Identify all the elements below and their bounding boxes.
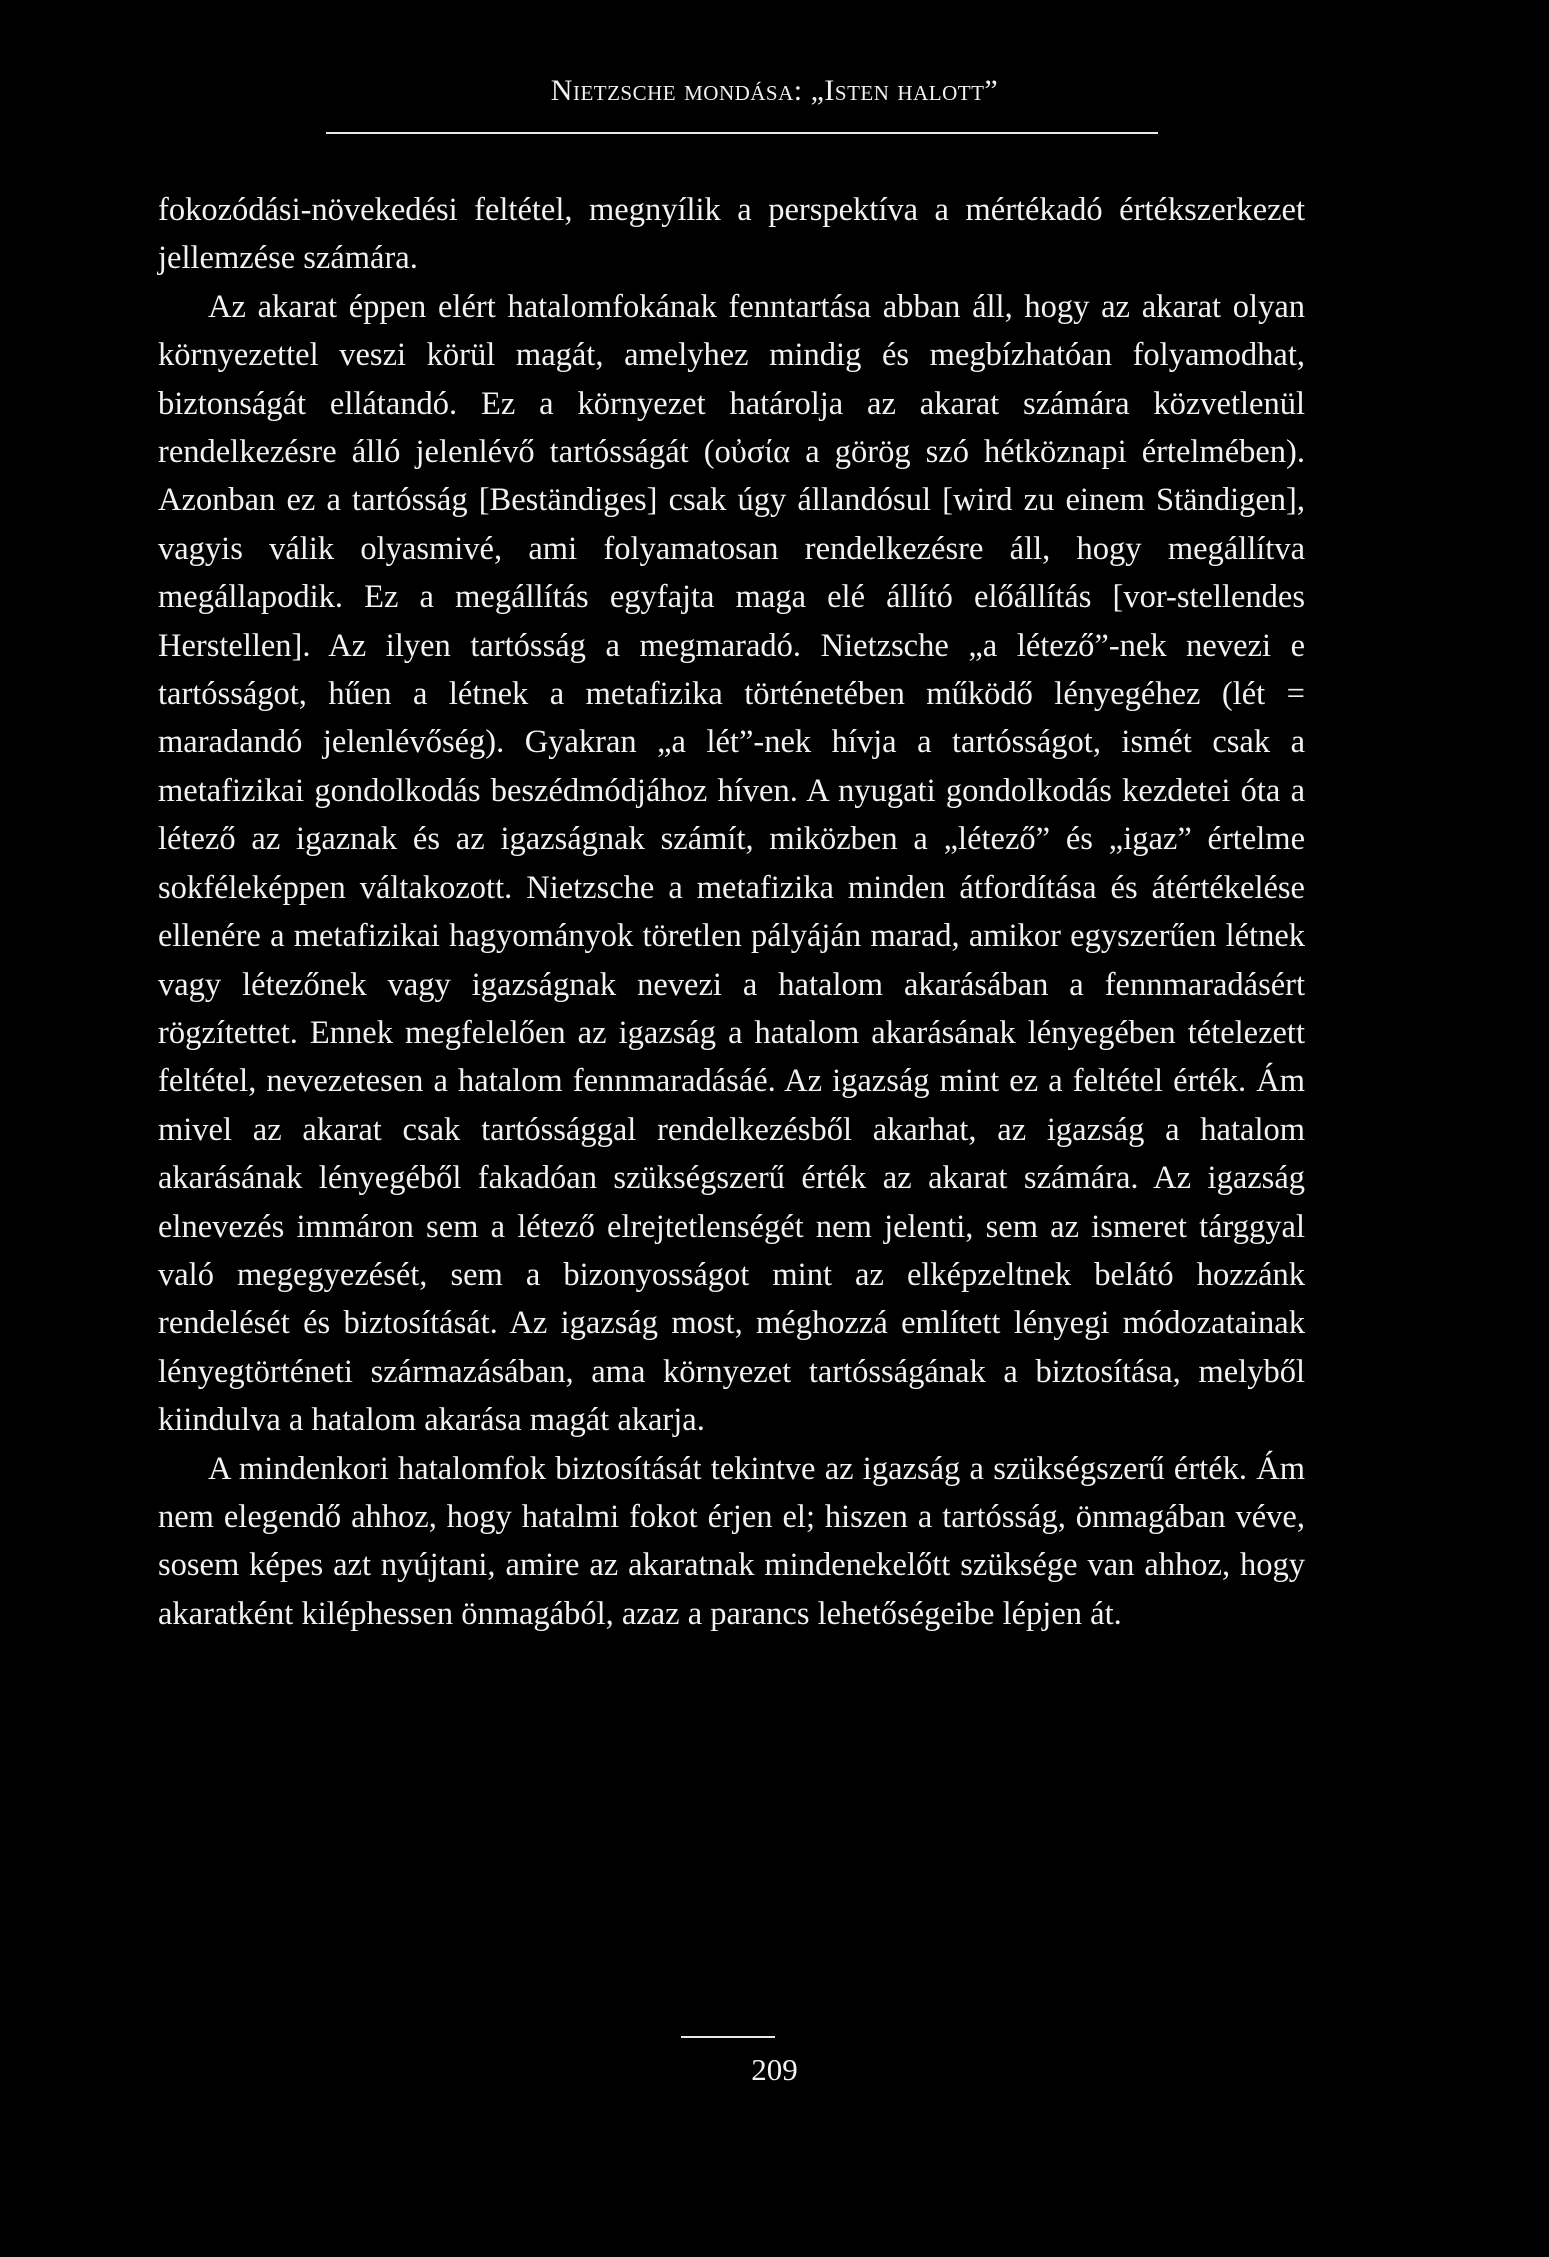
header-rule [326,132,1158,134]
page-number: 209 [751,2052,798,2087]
running-head: Nietzsche mondása: „Isten halott” [550,74,999,107]
paragraph: Az akarat éppen elért hatalomfokának fenntartása abban áll, hogy az akarat olyan környezettel veszi körül magát, amelyhez mindig és megbízhatóan folyamodhat, biztonságát ellátandó. Ez a környezet határolja az akarat számára közvetlenül rendelkezésre álló jelenlévő tartósságát (οὐσία a görög szó hétköznapi értelmében). Azonban ez a tartósság [Beständiges] csak úgy állandósul [wird zu einem Ständigen], vagyis válik olyasmivé, ami folyamatosan rendelkezésre áll, hogy megállítva megállapodik. Ez a megállítás egyfajta maga elé állító előállítás [vor-stellendes Herstellen]. Az ilyen tartósság a megmaradó. Nietzsche „a létező”-nek nevezi e tartósságot, hűen a létnek a metafizika történetében működő lényegéhez (lét = maradandó jelenlévőség). Gyakran „a lét”-nek hívja a tartósságot, ismét csak a metafizikai gondolkodás beszédmódjához híven. A nyugati gondolkodás kezdetei óta a létező az igaznak és az igazságnak számít, miközben a „létező” és „igaz” értelme sokféleképpen váltakozott. Nietzsche a metafizika minden átfordítása és átértékelése ellenére a metafizikai hagyományok töretlen pályáján marad, amikor egyszerűen létnek vagy létezőnek vagy igazságnak nevezi a hatalom akarásában a fennmaradásért rögzítettet. Ennek megfelelően az igazság a hatalom akarásának lényegében tételezett feltétel, nevezetesen a hatalom fennmaradásáé. Az igazság mint ez a feltétel érték. Ám mivel az akarat csak tartóssággal rendelkezésből akarhat, az igazság a hatalom akarásának lényegéből fakadóan szükségszerű érték az akarat számára. Az igazság elnevezés immáron sem a létező elrejtetlenségét nem jelenti, sem az ismeret tárggyal való megegyezését, sem a bizonyosságot mint az elképzeltnek belátó hozzánk rendelését és biztosítását. Az igazság most, méghozzá említett lényegi módozatainak lényegtörténeti származásában, ama környezet tartósságának a biztosítása, melyből kiindulva a hatalom akarása magát akarja. [158,288,1305,1439]
body-text [158,186,1305,1638]
paragraph: A mindenkori hatalomfok biztosítását tekintve az igazság a szükségszerű érték. Ám nem elegendő ahhoz, hogy hatalmi fokot érjen el; hiszen a tartósság, önmagában véve, sosem képes azt nyújtani, amire az akaratnak mindenekelőtt szüksége van ahhoz, hogy akaratként kiléphessen önmagából, azaz a parancs lehetőségeibe lépjen át. [158,1450,1305,1632]
page-number-rule [681,2036,775,2038]
paragraph-continuation: fokozódási-növekedési feltétel, megnyílik a perspektíva a mértékadó értékszerkezet jellemzése számára. [158,192,1305,277]
